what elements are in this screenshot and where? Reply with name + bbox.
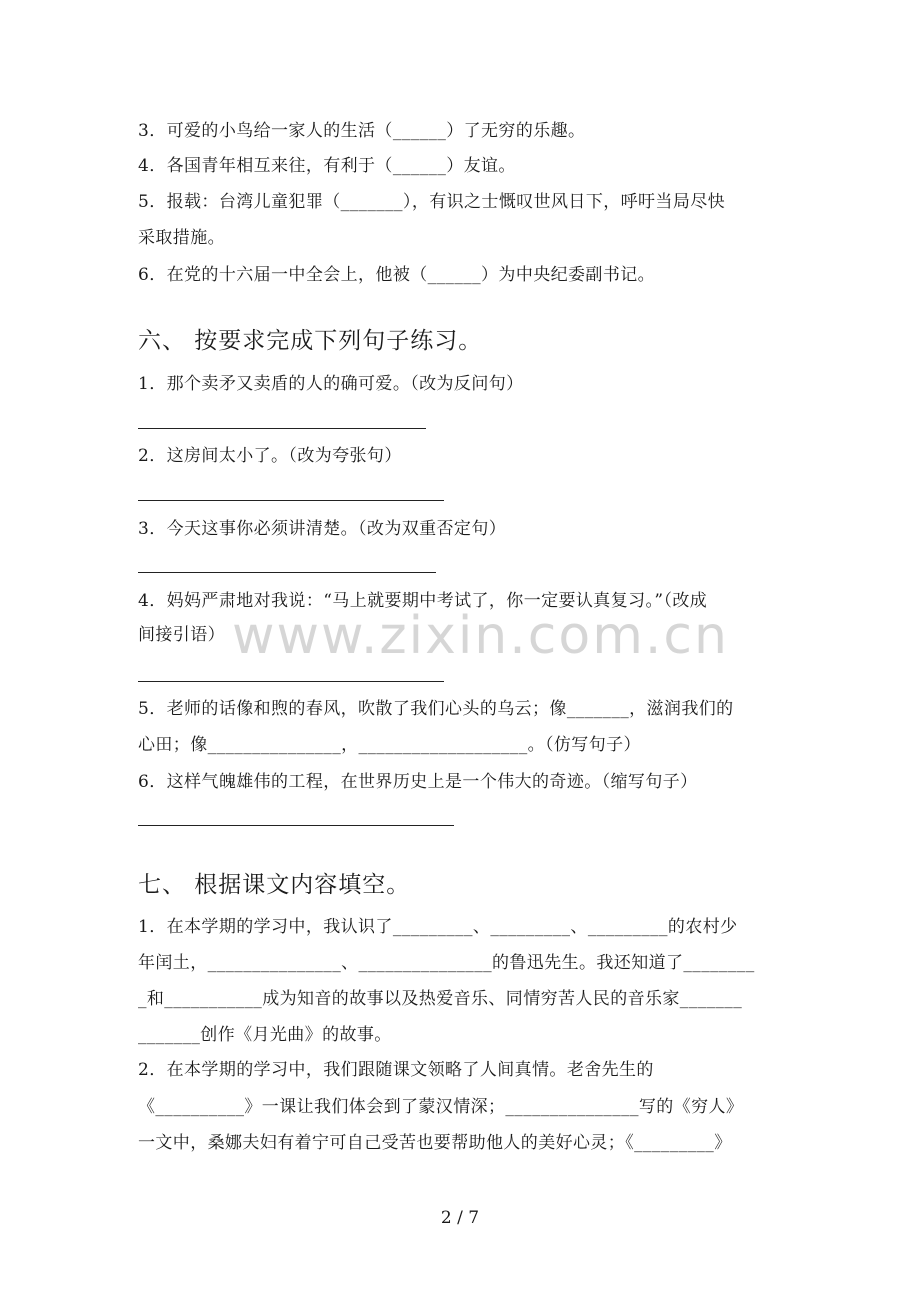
section-6-item-4: 4．妈妈严肃地对我说：“马上就要期中考试了，你一定要认真复习。”（改成 [138, 591, 708, 611]
section-7-item-2-cont-2: 一文中，桑娜夫妇有着宁可自己受苦也要帮助他人的美好心灵；《_________》 [138, 1133, 732, 1153]
section-7-item-1-cont-2: _和___________成为知音的故事以及热爱音乐、同情穷苦人民的音乐家_______ [138, 989, 743, 1009]
section-7-heading: 七、 根据课文内容填空。 [138, 872, 411, 898]
question-5-item-3: 3．可爱的小鸟给一家人的生活（______）了无穷的乐趣。 [138, 121, 586, 141]
section-6-item-5-cont: 心田；像_______________，___________________。（仿写句子） [138, 735, 641, 755]
question-5-item-5-cont: 采取措施。 [138, 228, 225, 248]
section-6-item-4-cont: 间接引语） [138, 625, 225, 645]
section-6-item-6: 6．这样气魄雄伟的工程，在世界历史上是一个伟大的奇迹。（缩写句子） [138, 772, 698, 792]
page-number: 2 / 7 [440, 1208, 480, 1228]
answer-line-6[interactable] [138, 825, 454, 826]
question-5-item-5: 5．报载：台湾儿童犯罪（_______），有识之士慨叹世风日下，呼吁当局尽快 [138, 192, 726, 212]
section-6-item-3: 3．今天这事你必须讲清楚。（改为双重否定句） [138, 519, 507, 539]
section-7-item-1-cont-3: _______创作《月光曲》的故事。 [138, 1025, 392, 1045]
question-5-item-6: 6．在党的十六届一中全会上，他被（______）为中央纪委副书记。 [138, 265, 656, 285]
section-7-item-1: 1．在本学期的学习中，我认识了_________、_________、_________的农村少 [138, 917, 738, 937]
answer-line-4[interactable] [138, 681, 444, 682]
answer-line-3[interactable] [138, 572, 436, 573]
section-7-item-2-cont-1: 《__________》一课让我们体会到了蒙汉情深；_______________写的《穷人》 [138, 1097, 744, 1117]
watermark: www.zixin.com.cn [232, 606, 729, 666]
answer-line-2[interactable] [138, 500, 444, 501]
answer-line-1[interactable] [138, 428, 426, 429]
section-7-item-2: 2．在本学期的学习中，我们跟随课文领略了人间真情。老舍先生的 [138, 1060, 654, 1080]
section-6-item-1: 1．那个卖矛又卖盾的人的确可爱。（改为反问句） [138, 374, 524, 394]
section-6-item-5: 5．老师的话像和煦的春风，吹散了我们心头的乌云；像_______，滋润我们的 [138, 699, 734, 719]
section-6-item-2: 2．这房间太小了。（改为夸张句） [138, 446, 402, 466]
section-7-item-1-cont-1: 年闰土，_______________、_______________的鲁迅先生。我还知道了________ [138, 953, 755, 973]
section-6-heading: 六、 按要求完成下列句子练习。 [138, 328, 483, 354]
question-5-item-4: 4．各国青年相互来往，有利于（______）友谊。 [138, 156, 516, 176]
